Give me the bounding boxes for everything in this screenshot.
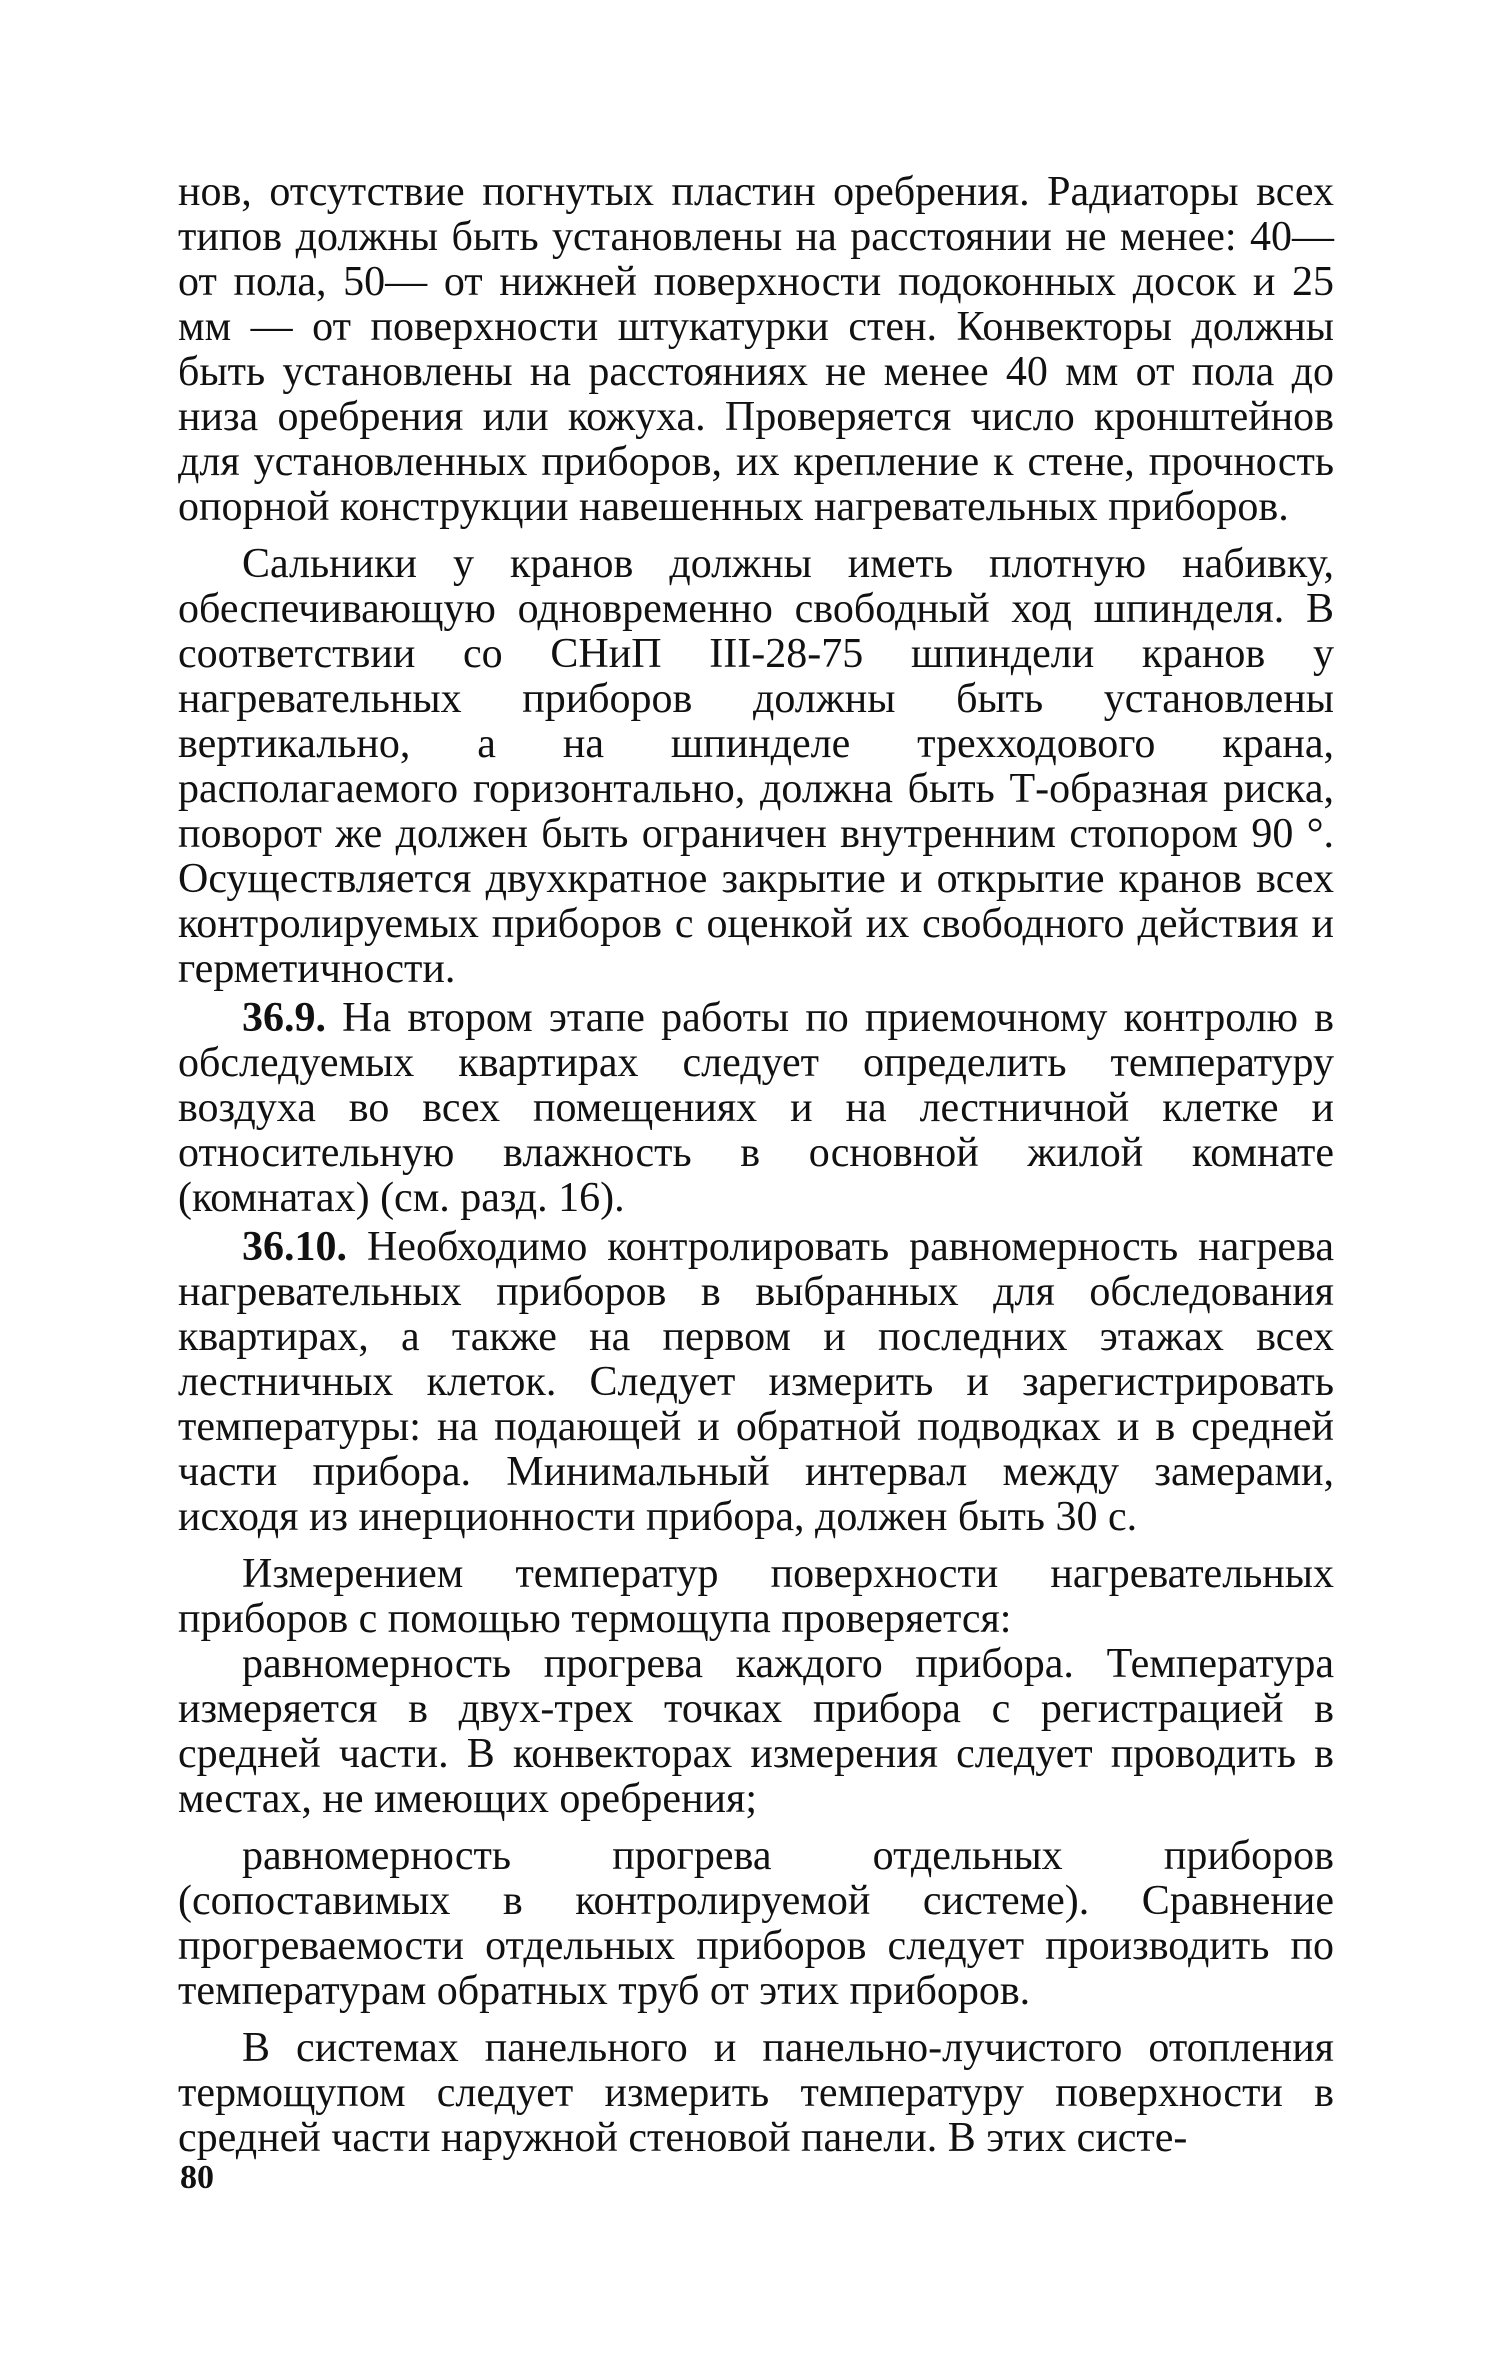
paragraph-radiator-installation: нов, отсутствие погнутых пластин оребрения. Радиаторы всех типов должны быть установлены на расстоянии не менее: 40— от пола, 50— от нижней поверхности подоконных досок и 25 мм — от поверхности штукатурки стен. Конвекторы должны быть установлены на расстояниях не менее 40 мм от пола до низа оребрения или кожуха. Проверяется число кронштейнов для установленных приборов, их крепление к стене, прочность опорной конструкции навешенных нагревательных приборов. [178,169,1334,530]
page-number: 80 [180,2159,214,2196]
page-body [178,170,1334,2161]
list-item-uniform-heating-separate: равномерность прогрева отдельных приборов (сопоставимых в контролируемой системе). Сравнение прогреваемости отдельных приборов следует производить по температурам обратных труб от этих приборов. [178,1833,1334,2014]
section-number: 36.9. [242,995,326,1041]
section-number: 36.10. [242,1224,347,1270]
paragraph-valve-glands: Сальники у кранов должны иметь плотную набивку, обеспечивающую одновременно свободный ход шпинделя. В соответствии со СНиП III-28-75 шпиндели кранов у нагревательных приборов должны быть установлены вертикально, а на шпинделе трехходового крана, располагаемого горизонтально, должна быть Т-образная риска, поворот же должен быть ограничен внутренним стопором 90 °. Осуществляется двухкратное закрытие и открытие кранов всех контролируемых приборов с оценкой их свободного действия и герметичности. [178,541,1334,992]
paragraph-section-36-9 [178,996,1334,1221]
paragraph-section-36-10 [178,1225,1334,1540]
paragraph-surface-measurement: Измерением температур поверхности нагревательных приборов с помощью термощупа проверяется: [178,1551,1334,1642]
paragraph-text: Необходимо контролировать равномерность нагрева нагревательных приборов в выбранных для обследования квартирах, а также на первом и последних этажах всех лестничных клеток. Следует измерить и зарегистрировать температуры: на подающей и обратной подводках и в средней части прибора. Минимальный интервал между замерами, исходя из инерционности прибора, должен быть 30 с. [178,1224,1334,1540]
paragraph-text: На втором этапе работы по приемочному контролю в обследуемых квартирах следует определить температуру воздуха во всех помещениях и на лестничной клетке и относительную влажность в основной жилой комнате (комнатах) (см. разд. 16). [178,995,1334,1221]
list-item-uniform-heating-each: равномерность прогрева каждого прибора. Температура измеряется в двух-трех точках прибора с регистрацией в средней части. В конвекторах измерения следует проводить в местах, не имеющих оребрения; [178,1641,1334,1822]
paragraph-panel-heating: В системах панельного и панельно-лучистого отопления термощупом следует измерить температуру поверхности в средней части наружной стеновой панели. В этих систе- [178,2025,1334,2161]
